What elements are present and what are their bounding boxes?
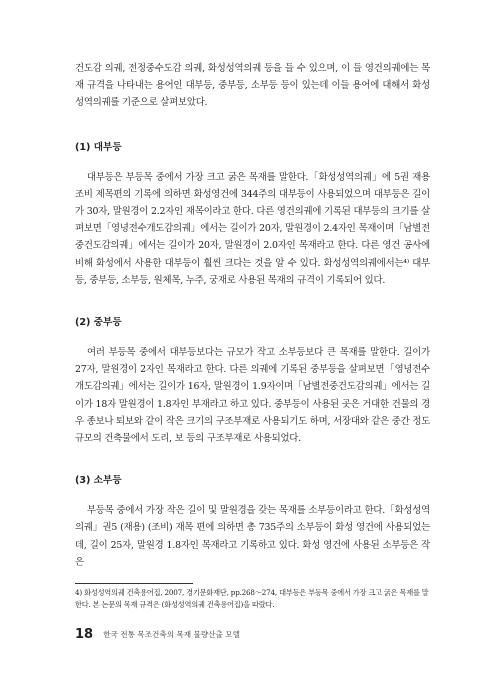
intro-paragraph: 건도감 의궤, 전정중수도감 의궤, 화성성역의궤 등을 들 수 있으며, 이 들 영건의궤에는 목재 규격을 나타내는 용어인 대부등, 중부등, 소부등 등이 있는데 이들 용어에 대해서 화성성역의궤를 기준으로 살펴보았다. [75,63,430,109]
page-number: 18 [75,627,94,642]
section-heading-1: (1) 대부등 [75,141,122,153]
section-paragraph-2: 여러 부등목 중에서 대부등보다는 규모가 작고 소부등보다 큰 목재를 말한다. 길이가 27자, 말원경이 2자인 목재라고 한다. 다른 의궤에 기록된 중부등을 살펴보면「영녕전수개도감의궤」에서는 길이가 16자, 말원경이 1.9자이며「남별전중건도감의궤」에서는 길이가 18자 말원경이 1.8자인 부재라고 하고 있다. 중부등이 사용된 곳은 거대한 건물의 경우 종보나 퇴보와 같이 작은 크기의 구조부재로 사용되기도 하며, 서장대와 같은 중간 정도 규모의 건축물에서 도리, 보 등의 구조부재로 사용되었다. [75,347,430,445]
footnote-number: 4) [75,588,82,597]
section-paragraph-3: 부등목 중에서 가장 작은 길이 및 말원경을 갖는 목재를 소부등이라고 한다.「화성성역의궤」권5 (재용) (조비) 재목 편에 의하면 총 735주의 소부등이 화성 영건에 사용되었는데, 길이 25자, 말원경 1.8자인 목재라고 기록하고 있다. 화성 영건에 사용된 소부등은 작은 [75,505,430,568]
footnote-text: 화성성역의궤 건축용어집, 2007, 경기문화재단, pp.268～274, 대부등은 부등목 중에서 가장 크고 굵은 목재를 말한다. 본 논문의 목재 규격은 (화성성역의궤 건축용어집)을 따랐다. [75,588,429,609]
running-title: 한국 전통 목조건축의 목재 물량산출 모델 [103,630,240,639]
section-heading-2: (2) 중부등 [75,317,122,329]
page-footer [75,624,240,643]
footnote [75,587,430,610]
section-heading-3: (3) 소부등 [75,475,122,487]
page-body [75,60,430,571]
section-paragraph-1: 대부등은 부등목 중에서 가장 크고 굵은 목재를 말한다.「화성성역의궤」에 5권 재용 조비 제목편의 기록에 의하면 화성영건에 344주의 대부등이 사용되었으며 대부등은 길이가 30자, 말원경이 2.2자인 재목이라고 한다. 다른 영건의궤에 기록된 대부등의 크기를 살펴보면「영녕전수개도감의궤」에서는 길이가 20자, 말원경이 2.4자인 목재이며「남별전중건도감의궤」에서는 길이가 20자, 말원경이 2.0자인 목재라고 한다. 다른 영건 공사에 비해 화성에서 사용한 대부등이 훨씬 크다는 것을 알 수 있다. 화성성역의궤에서는⁴⁾ 대부등, 중부등, 소부등, 원체목, 누주, 궁재로 사용된 목재의 규격이 기록되어 있다. [75,171,430,286]
footnote-divider [75,583,193,584]
